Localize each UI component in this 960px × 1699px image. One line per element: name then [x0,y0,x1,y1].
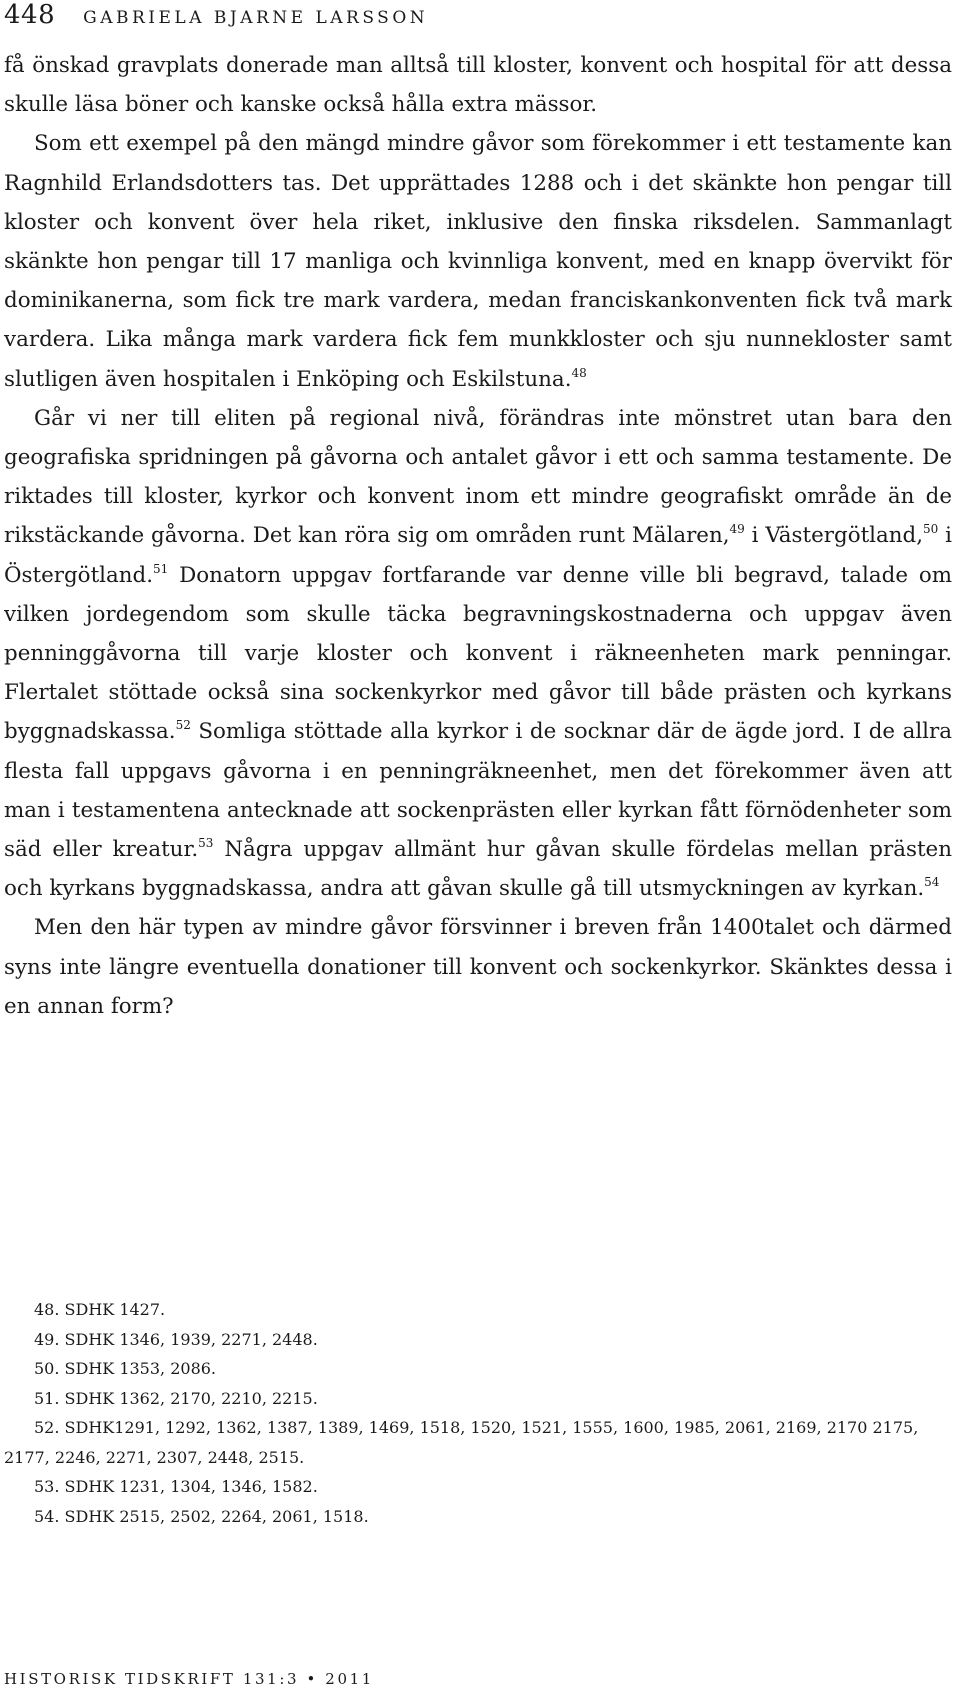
journal-footer: HISTORISK TIDSKRIFT 131:3 • 2011 [4,1670,374,1688]
paragraph-3 [4,399,952,909]
footnote: 52. SDHK1291, 1292, 1362, 1387, 1389, 1469, 1518, 1520, 1521, 1555, 1600, 1985, 2061, 2169, 2170 2175, 2177, 2246, 2271, 2307, 2448, 2515. [4,1418,919,1467]
main-text [4,46,952,1026]
footnote: 50. SDHK 1353, 2086. [34,1359,217,1378]
footnote-ref-54: 54 [924,875,940,890]
footnote: 51. SDHK 1362, 2170, 2210, 2215. [34,1388,318,1408]
footnote: 53. SDHK 1231, 1304, 1346, 1582. [34,1477,318,1496]
footnotes [4,1295,952,1531]
running-header [4,0,428,30]
paragraph-2-text: Som ett exempel på den mängd mindre gåvor som förekommer i ett testamente kan Ragnhild Erlandsdotters tas. Det upprättades 1288 och i det skänkte hon pengar till kloster och konvent över hela riket, inklusive den finska riksdelen. Sammanlagt skänkte hon pengar till 17 manliga och kvinnliga konvent, med en knapp övervikt för dominikanerna, som fick tre mark vardera, medan franciskankonventen fick två mark vardera. Lika många mark vardera fick fem munkkloster och sju nunnekloster samt slutligen även hospitalen i Enköping och Eskilstuna. [4,131,952,392]
footnote-ref-49: 49 [729,522,745,537]
paragraph-3-part-a: Går vi ner till eliten på regional nivå, förändras inte mönstret utan bara den geografiska spridningen på gåvorna och antalet gåvor i ett och samma testamente. De riktades till kloster, kyrkor och konvent inom ett mindre geografiskt område än de rikstäckande gåvorna. Det kan röra sig om områden runt Mälaren, [4,405,952,549]
footnote: 48. SDHK 1427. [34,1300,166,1319]
footnote-ref-53: 53 [198,836,214,851]
paragraph-3-part-b: i Västergötland, [744,523,924,549]
footnote-ref-51: 51 [153,561,169,576]
footnote: 49. SDHK 1346, 1939, 2271, 2448. [34,1329,318,1349]
paragraph-3-part-e: Somliga stöttade alla kyrkor i de socknar där de ägde jord. I de allra flesta fall uppgavs gåvorna i en penningräkneenhet, men det förekommer även att man i testamentena antecknade att sockenprästen eller kyrkan fått förnödenheter som säd eller kreatur. [4,719,952,863]
paragraph-3-part-c: i Östergötland. [4,523,952,588]
page-number: 448 [4,0,56,30]
paragraph-1: få önskad gravplats donerade man alltså till kloster, konvent och hospital för att dessa skulle läsa böner och kanske också hålla extra mässor. [4,53,952,118]
footnote-ref-50: 50 [923,522,939,537]
footnote-ref-48: 48 [571,365,587,380]
paragraph-4: Men den här typen av mindre gåvor försvinner i breven från 1400talet och därmed syns inte längre eventuella donationer till konvent och sockenkyrkor. Skänktes dessa i en annan form? [4,915,952,1019]
footnote: 54. SDHK 2515, 2502, 2264, 2061, 1518. [34,1506,369,1526]
footnote-ref-52: 52 [175,718,191,733]
paragraph-3-part-d: Donatorn uppgav fortfarande var denne ville bli begravd, talade om vilken jordegendom som skulle täcka begravningskostnaderna och uppgav även penninggåvorna till varje kloster och konvent i räkneenheten mark penningar. Flertalet stöttade också sina sockenkyrkor med gåvor till både prästen och kyrkans byggnadskassa. [4,562,952,745]
running-head-author: GABRIELA BJARNE LARSSON [83,8,429,28]
paragraph-3-part-f: Några uppgav allmänt hur gåvan skulle fördelas mellan prästen och kyrkans byggnadskassa, andra att gåvan skulle gå till utsmyckningen av kyrkan. [4,837,952,902]
paragraph-2 [4,124,952,398]
